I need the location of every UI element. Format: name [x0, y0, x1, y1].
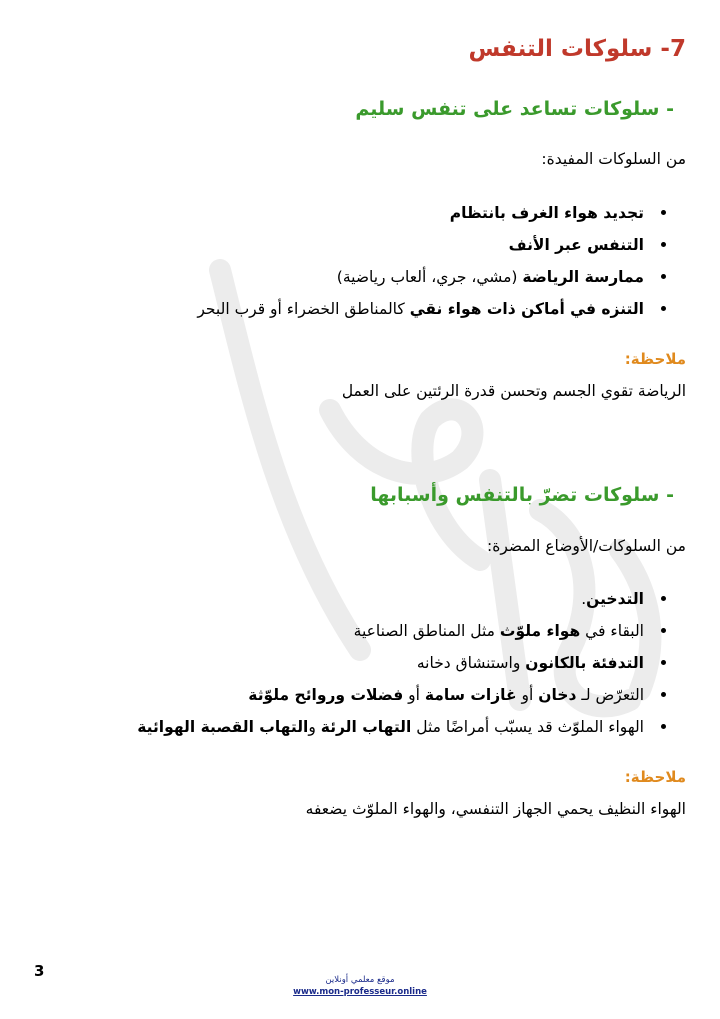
bullet-icon: [661, 596, 666, 601]
list-item-bold-text: هواء ملوّث: [499, 622, 581, 640]
list-item-bold-text: تجديد هواء الغرف بانتظام: [449, 204, 644, 222]
intro-harmful-behaviors: من السلوكات/الأوضاع المضرة:: [487, 537, 686, 555]
footer: [0, 974, 720, 998]
list-item: [137, 711, 666, 743]
list-item: [197, 197, 666, 229]
footer-site-name: موقع معلمي أونلاين: [325, 975, 395, 985]
bullet-icon: [661, 692, 666, 697]
list-item: [137, 647, 666, 679]
section-title: 7- سلوكات التنفس: [468, 36, 686, 62]
note-label: ملاحظة:: [624, 350, 686, 368]
list-item-text: أو: [403, 686, 425, 704]
list-item: [137, 615, 666, 647]
list-item-text: التعرّض لـ: [576, 686, 644, 704]
footer-url-link[interactable]: www.mon-professeur.online: [293, 987, 427, 997]
list-item-bold-text: التنزه في أماكن ذات هواء نقي: [409, 300, 644, 318]
list-item-text: الهواء الملوّث قد يسبّب أمراضًا مثل: [411, 718, 644, 736]
useful-behaviors-list: [197, 197, 666, 325]
harmful-behaviors-list: [137, 583, 666, 743]
note-text: الهواء النظيف يحمي الجهاز التنفسي، والهواء الملوّث يضعفه: [305, 800, 686, 818]
bullet-icon: [661, 628, 666, 633]
list-item-text: و: [308, 718, 321, 736]
bullet-icon: [661, 274, 666, 279]
list-item-text: .: [581, 590, 587, 608]
section-heading-harmful-behaviors: - سلوكات تضرّ بالتنفس وأسبابها: [370, 484, 674, 506]
list-item: [197, 293, 666, 325]
list-item-bold-text: التدخين: [586, 590, 644, 608]
list-item: [197, 261, 666, 293]
list-item-bold-text: دخان: [538, 686, 577, 704]
page-number: 3: [34, 962, 45, 980]
bullet-icon: [661, 210, 666, 215]
list-item-text: البقاء في: [580, 622, 644, 640]
bullet-icon: [661, 724, 666, 729]
section-heading-healthy-breathing: - سلوكات تساعد على تنفس سليم: [355, 98, 674, 120]
note-text: الرياضة تقوي الجسم وتحسن قدرة الرئتين على العمل: [341, 382, 686, 400]
bullet-icon: [661, 242, 666, 247]
bullet-icon: [661, 660, 666, 665]
list-item: [197, 229, 666, 261]
list-item-text: مثل المناطق الصناعية: [353, 622, 500, 640]
list-item-bold-text: التهاب القصبة الهوائية: [137, 718, 309, 736]
list-item-text: واستنشاق دخانه: [416, 654, 526, 672]
list-item-bold-text: التدفئة بالكانون: [525, 654, 644, 672]
bullet-icon: [661, 306, 666, 311]
list-item-bold-text: التنفس عبر الأنف: [508, 236, 644, 254]
list-item: [137, 583, 666, 615]
list-item-text: (مشي، جري، ألعاب رياضية): [336, 268, 523, 286]
intro-useful-behaviors: من السلوكات المفيدة:: [541, 150, 686, 168]
note-label: ملاحظة:: [624, 768, 686, 786]
list-item-bold-text: غازات سامة: [424, 686, 517, 704]
list-item-bold-text: ممارسة الرياضة: [522, 268, 644, 286]
list-item-text: كالمناطق الخضراء أو قرب البحر: [197, 300, 410, 318]
list-item-bold-text: التهاب الرئة: [320, 718, 412, 736]
list-item-bold-text: فضلات وروائح ملوّثة: [248, 686, 404, 704]
list-item: [137, 679, 666, 711]
list-item-text: أو: [516, 686, 539, 704]
